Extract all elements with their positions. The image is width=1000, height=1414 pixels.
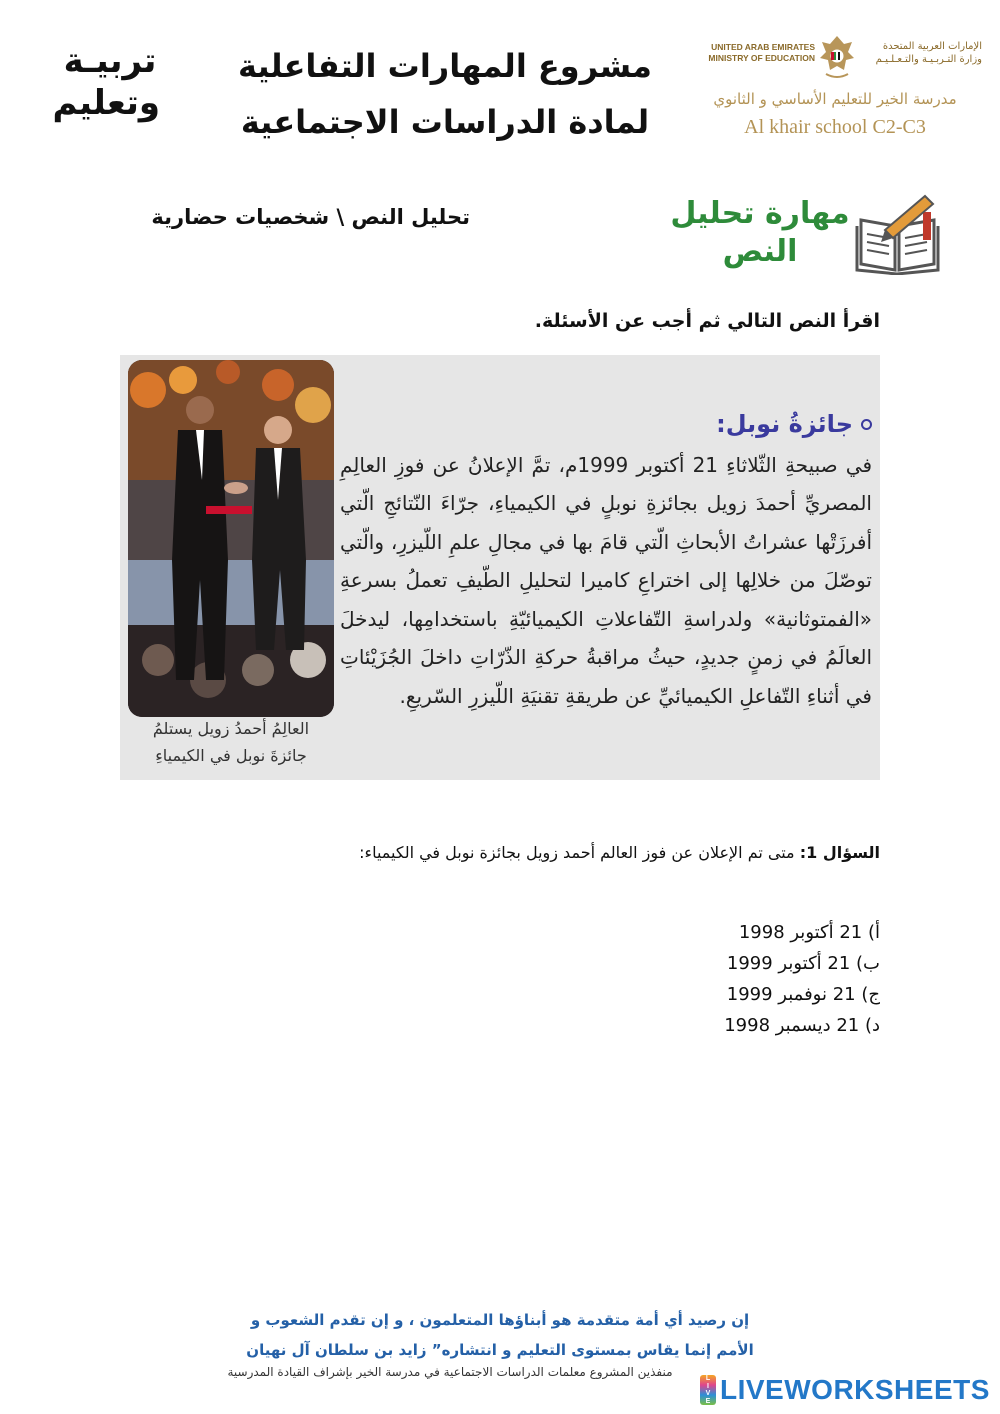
logo-line-1: تربيـة (63, 41, 157, 81)
passage-text-block (340, 405, 872, 715)
school-name-ar: مدرسة الخير للتعليم الأساسي و الثانوي (713, 90, 957, 108)
answer-option-c[interactable]: ج) 21 نوفمبر 1999 (726, 984, 880, 1005)
ministry-name-en: UNITED ARAB EMIRATES MINISTRY OF EDUCATION (708, 42, 815, 63)
school-name-en: Al khair school C2-C3 (744, 116, 926, 138)
title-line-1: مشروع المهارات التفاعلية (238, 47, 652, 85)
title-line-2: لمادة الدراسات الاجتماعية (240, 103, 650, 141)
footer-quote: إن رصيد أي أمة متقدمة هو أبناؤها المتعلمون ، و إن تقدم الشعوب و الأمم إنما يقاس بمستوى التعليم و انتشاره” زايد بن سلطان آل نهيان (246, 1311, 754, 1359)
footer-credit: منفذين المشروع معلمات الدراسات الاجتماعية في مدرسة الخير بإشراف القيادة المدرسية (227, 1365, 673, 1379)
passage-body: في صبيحةِ الثّلاثاءِ 21 أكتوبر 1999م، تمَّ الإعلانُ عن فوزِ العالِمِ المصريِّ أحمدَ زويل بجائزةِ نوبلٍ في الكيمياءِ، جرّاءَ النّتائجِ الّتي أفرزَتْها عشراتُ الأبحاثِ الّتي قامَ بها في مجالِ علمِ اللّيزرِ، والّتي توصّلَ من خلالِها إلى اختراعِ كاميرا لتحليلِ الطّيفِ تعملُ بسرعةِ «الفمتوثانية» ولدراسةِ التّفاعلاتِ الكيميائيّةِ باستخدامِها، ليدخلَ العالَمُ في زمنٍ جديدٍ، حيثُ مراقبةُ حركةِ الذّرّاتِ داخلَ الجُزَيْئاتِ في أثناءِ التّفاعلِ الكيميائيِّ عن طريقةِ تقنيَةِ اللّيزرِ السّريعِ. (340, 452, 873, 708)
photo-caption: العالِمُ أحمدُ زويل يستلمُ جائزةَ نوبل في الكيمياءِ (152, 719, 310, 765)
liveworksheets-badge-icon: L I V E (700, 1375, 716, 1405)
ministry-name-ar: الإمارات العربية المتحدة وزارة التـربـيـة والتـعـلـيـم (875, 41, 982, 65)
nobel-ceremony-photo (128, 360, 334, 717)
uae-emblem-icon (818, 32, 856, 82)
skill-title: مهارة تحليل النص (670, 196, 850, 269)
project-title (200, 38, 690, 150)
question-label: السؤال 1: (799, 843, 880, 862)
liveworksheets-wordmark: LIVEWORKSHEETS (720, 1374, 990, 1405)
bullet-ring-icon (861, 419, 872, 430)
ministry-header (690, 30, 990, 150)
question-text: متى تم الإعلان عن فوز العالم أحمد زويل بجائزة نوبل في الكيمياء: (359, 843, 795, 862)
passage-box (120, 355, 880, 780)
book-pen-icon (855, 190, 940, 275)
question-1 (250, 843, 880, 862)
liveworksheets-logo[interactable] (700, 1373, 995, 1407)
answer-option-a[interactable]: أ) 21 أكتوبر 1998 (738, 922, 880, 943)
answer-option-b[interactable]: ب) 21 أكتوبر 1999 (726, 953, 880, 974)
lesson-topic: تحليل النص \ شخصيات حضارية (151, 205, 470, 229)
passage-title: جائزةُ نوبل: (340, 405, 872, 444)
answer-option-d[interactable]: د) 21 ديسمبر 1998 (724, 1015, 880, 1036)
instruction-text: اقرأ النص التالي ثم أجب عن الأسئلة. (534, 310, 880, 332)
tarbiya-logo (52, 40, 160, 124)
logo-line-2: وتعليم (52, 83, 160, 123)
answer-options (600, 917, 880, 1041)
